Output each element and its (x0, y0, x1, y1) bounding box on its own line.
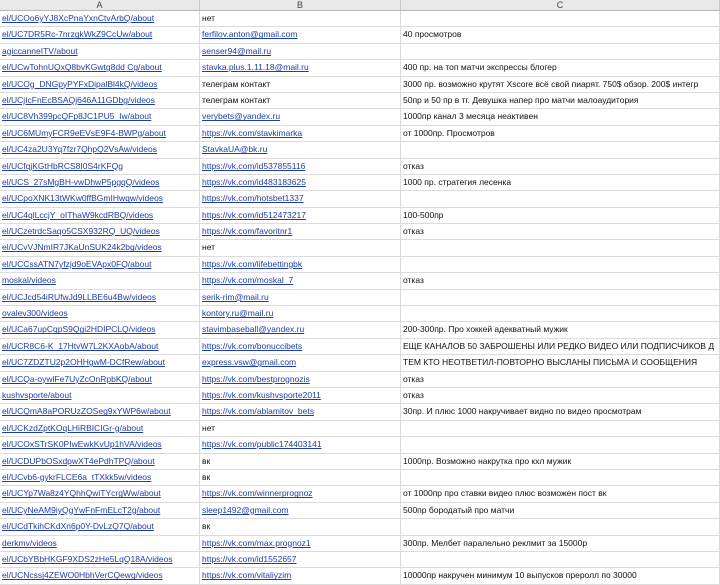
cell-url[interactable]: el/UCDUPbOSxdpwXT4ePdhTPQ/about (0, 454, 200, 469)
cell-note[interactable] (401, 470, 720, 485)
cell-note[interactable]: 1000 пр. стратегия лесенка (401, 175, 720, 190)
table-row (0, 142, 720, 158)
cell-note[interactable]: 1000пр канал 3 месяца неактивен (401, 109, 720, 124)
cell-url[interactable]: el/UCvb6-gykrFLCE6a_tTXkk5w/videos (0, 470, 200, 485)
cell-note[interactable] (401, 421, 720, 436)
cell-contact[interactable]: https://vk.com/winnerprognoz (200, 486, 401, 501)
cell-url[interactable]: el/UCvVJNmIR7JKaUnSUK24k2bg/videos (0, 240, 200, 255)
cell-contact[interactable]: express.vsw@gmail.com (200, 355, 401, 370)
table-row (0, 159, 720, 175)
cell-url[interactable]: agiccanneITV/about (0, 44, 200, 59)
table-row (0, 77, 720, 93)
table-row (0, 290, 720, 306)
cell-note[interactable] (401, 44, 720, 59)
cell-url[interactable]: el/UC6MUmyFCR9eEVsE9F4-BWPg/about (0, 126, 200, 141)
table-row (0, 421, 720, 437)
table-row (0, 437, 720, 453)
cell-contact[interactable]: https://vk.com/id537855116 (200, 159, 401, 174)
cell-note[interactable]: отказ (401, 388, 720, 403)
table-row (0, 60, 720, 76)
cell-url[interactable]: el/UCQmA8aPORUzZOSeg9xYWP6w/about (0, 404, 200, 419)
cell-url[interactable]: el/UC4za2U3Yq7fzr7QhpQ2VsAw/videos (0, 142, 200, 157)
cell-note[interactable] (401, 306, 720, 321)
table-row (0, 191, 720, 207)
cell-contact[interactable]: ferfilov.anton@gmail.com (200, 27, 401, 42)
cell-url[interactable]: el/UC8Vh399pcQFp8JC1PU5_Iw/about (0, 109, 200, 124)
cell-note[interactable] (401, 240, 720, 255)
cell-note[interactable] (401, 290, 720, 305)
cell-url[interactable]: ovalev300/videos (0, 306, 200, 321)
table-row (0, 322, 720, 338)
cell-url[interactable]: kushvsporte/about (0, 388, 200, 403)
table-row (0, 93, 720, 109)
cell-url[interactable]: el/UCQa-oywlFe7UyZcOnRpbKQ/about (0, 372, 200, 387)
table-row (0, 224, 720, 240)
table-row (0, 404, 720, 420)
cell-note[interactable]: от 1000пр. Просмотров (401, 126, 720, 141)
cell-note[interactable]: отказ (401, 273, 720, 288)
cell-contact[interactable]: телеграм контакт (200, 77, 401, 92)
cell-contact[interactable]: нет (200, 421, 401, 436)
cell-contact[interactable]: https://vk.com/stavkimarka (200, 126, 401, 141)
cell-contact[interactable]: StavkaUA@bk.ru (200, 142, 401, 157)
cell-note[interactable] (401, 257, 720, 272)
cell-contact[interactable]: нет (200, 11, 401, 26)
cell-note[interactable]: отказ (401, 159, 720, 174)
cell-url[interactable]: el/UCCssATN7yfzjd9oEVApx0FQ/about (0, 257, 200, 272)
cell-note[interactable] (401, 142, 720, 157)
cell-contact[interactable]: serik-rim@mail.ru (200, 290, 401, 305)
cell-note[interactable]: отказ (401, 224, 720, 239)
cell-contact[interactable]: https://vk.com/kushvsporte2011 (200, 388, 401, 403)
cell-note[interactable]: от 1000пр про ставки видео плюс возможен пост вк (401, 486, 720, 501)
cell-note[interactable] (401, 552, 720, 567)
cell-contact[interactable]: https://vk.com/vitaliyzim (200, 568, 401, 583)
cell-note[interactable]: 100-500пр (401, 208, 720, 223)
cell-contact[interactable]: kontory.ru@mail.ru (200, 306, 401, 321)
cell-contact[interactable]: https://vk.com/bestprognozis (200, 372, 401, 387)
table-row (0, 126, 720, 142)
cell-contact[interactable]: нет (200, 240, 401, 255)
cell-contact[interactable]: https://vk.com/id483183625 (200, 175, 401, 190)
cell-url[interactable]: el/UCOo6yYJ8XcPnaYxnCtvArbQ/about (0, 11, 200, 26)
cell-note[interactable]: 1000пр. Возможно накрутка про кхл мужик (401, 454, 720, 469)
table-row (0, 175, 720, 191)
cell-note[interactable]: 10000пр накручен минимум 10 выпусков преролл по 30000 (401, 568, 720, 583)
table-row (0, 44, 720, 60)
table-row (0, 109, 720, 125)
cell-url[interactable]: el/UCzetrdcSaqo5CSX932RQ_UQ/videos (0, 224, 200, 239)
cell-note[interactable] (401, 519, 720, 534)
cell-url[interactable]: moskal/videos (0, 273, 200, 288)
table-row (0, 568, 720, 584)
cell-contact[interactable]: sleep1492@gmail.com (200, 503, 401, 518)
cell-contact[interactable]: вк (200, 454, 401, 469)
cell-url[interactable]: el/UC7ZDZTU2p2OHHgwM-DCfRew/about (0, 355, 200, 370)
cell-note[interactable]: 300пр. Мелбет паралельно реклмит за 15000р (401, 536, 720, 551)
cell-note[interactable]: 40 просмотров (401, 27, 720, 42)
cell-note[interactable]: 3000 пр. возможно крутят Xscore всё свой пиарят. 750$ обзор. 200$ интегр (401, 77, 720, 92)
table-row (0, 503, 720, 519)
cell-contact[interactable]: вк (200, 519, 401, 534)
cell-url[interactable]: el/UCfqjKGtHbRCS8I0S4rKFQg (0, 159, 200, 174)
column-header-bar (0, 0, 720, 11)
cell-url[interactable]: el/UCR8C6-K_17HtvW7L2KXAobA/about (0, 339, 200, 354)
cell-contact[interactable]: stavimbaseball@yandex.ru (200, 322, 401, 337)
table-row (0, 536, 720, 552)
cell-url[interactable]: el/UCOg_DNGpyPYFxDipalBl4kQ/videos (0, 77, 200, 92)
cell-grid (0, 11, 720, 585)
table-row (0, 470, 720, 486)
cell-note[interactable]: 500пр бородатый про матчи (401, 503, 720, 518)
cell-url[interactable]: el/UCNcssj4ZEWO0HbhVerCQewg/videos (0, 568, 200, 583)
cell-url[interactable]: el/UCKzdZptKOqLHiRBICIGr-g/about (0, 421, 200, 436)
cell-note[interactable]: ТЕМ КТО НЕОТВЕТИЛ-ПОВТОРНО ВЫСЛАНЫ ПИСЬМА И СООБЩЕНИЯ (401, 355, 720, 370)
cell-note[interactable] (401, 191, 720, 206)
cell-contact[interactable]: https://vk.com/ablamitov_bets (200, 404, 401, 419)
table-row (0, 372, 720, 388)
table-row (0, 355, 720, 371)
table-row (0, 27, 720, 43)
cell-url[interactable]: el/UCpoXNK13tWKw0ffBGmIHwqw/videos (0, 191, 200, 206)
cell-contact[interactable]: https://vk.com/hotsbet1337 (200, 191, 401, 206)
table-row (0, 519, 720, 535)
table-row (0, 454, 720, 470)
cell-url[interactable]: el/UCwTohnUQxQ8bvKGwtg8dd Cg/about (0, 60, 200, 75)
cell-contact[interactable]: verybets@yandex.ru (200, 109, 401, 124)
cell-url[interactable]: el/UCS_27sMgBH-vwDhwP5pgqQ/videos (0, 175, 200, 190)
table-row (0, 208, 720, 224)
cell-url[interactable]: el/UCa67upCqpS9Qgi2HDIPCLQ/videos (0, 322, 200, 337)
cell-contact[interactable]: https://vk.com/public174403141 (200, 437, 401, 452)
cell-note[interactable]: 200-300пр. Про хоккей адекватный мужик (401, 322, 720, 337)
table-row (0, 257, 720, 273)
cell-note[interactable]: 50пр и 50 пр в тг. Девушка напер про матчи малоаудитория (401, 93, 720, 108)
column-header-a[interactable]: A (0, 0, 200, 10)
table-row (0, 11, 720, 27)
table-row (0, 552, 720, 568)
cell-contact[interactable]: https://vk.com/id1552657 (200, 552, 401, 567)
cell-note[interactable]: отказ (401, 372, 720, 387)
cell-url[interactable]: el/UCdTkihCKdXn6p0Y-DvLzQ7Q/about (0, 519, 200, 534)
cell-url[interactable]: derkmv/videos (0, 536, 200, 551)
cell-url[interactable]: el/UCyNeAM9iyQgYwFnFmELcT2g/about (0, 503, 200, 518)
table-row (0, 339, 720, 355)
cell-contact[interactable]: https://vk.com/bonuccibets (200, 339, 401, 354)
cell-url[interactable]: el/UCbYBbHKGF9XDS2zHe5LqQ18A/videos (0, 552, 200, 567)
cell-contact[interactable]: https://vk.com/favoritnr1 (200, 224, 401, 239)
table-row (0, 486, 720, 502)
cell-contact[interactable]: senser94@mail.ru (200, 44, 401, 59)
cell-url[interactable]: el/UCjIcFnEcBSAQj646A11GDbg/videos (0, 93, 200, 108)
cell-url[interactable]: el/UCJcd54iRUfwJd9LLBE6u4Bw/videos (0, 290, 200, 305)
cell-contact[interactable]: https://vk.com/lifebettingbk (200, 257, 401, 272)
cell-note[interactable]: ЕЩЕ КАНАЛОВ 50 ЗАБРОШЕНЫ ИЛИ РЕДКО ВИДЕО ИЛИ ПОДПИСЧИКОВ Д (401, 339, 720, 354)
table-row (0, 306, 720, 322)
cell-contact[interactable]: stavka.plus.1.11.18@mail.ru (200, 60, 401, 75)
cell-url[interactable]: el/UCOxSTrSK0PIwEwkKvUp1hVA/videos (0, 437, 200, 452)
column-header-b[interactable]: B (200, 0, 401, 10)
cell-note[interactable] (401, 437, 720, 452)
table-row (0, 273, 720, 289)
column-header-c[interactable]: C (401, 0, 720, 10)
table-row (0, 388, 720, 404)
table-row (0, 240, 720, 256)
cell-contact[interactable]: вк (200, 470, 401, 485)
cell-note[interactable]: 400 пр. на топ матчи экспрессы блогер (401, 60, 720, 75)
cell-contact[interactable]: https://vk.com/id512473217 (200, 208, 401, 223)
cell-url[interactable]: el/UC4qlLccjY_oIThaW9kcdRBQ/videos (0, 208, 200, 223)
cell-note[interactable] (401, 11, 720, 26)
cell-contact[interactable]: телеграм контакт (200, 93, 401, 108)
cell-note[interactable]: 30пр. И плюс 1000 накручивает видно по видео просмотрам (401, 404, 720, 419)
cell-url[interactable]: el/UCYp7Wa8z4YQhhQwiTYcrgWw/about (0, 486, 200, 501)
cell-contact[interactable]: https://vk.com/max.prognoz1 (200, 536, 401, 551)
cell-url[interactable]: el/UC7DR5Rc-7nrzgkWkZ9CcUw/about (0, 27, 200, 42)
cell-contact[interactable]: https://vk.com/moskal_7 (200, 273, 401, 288)
